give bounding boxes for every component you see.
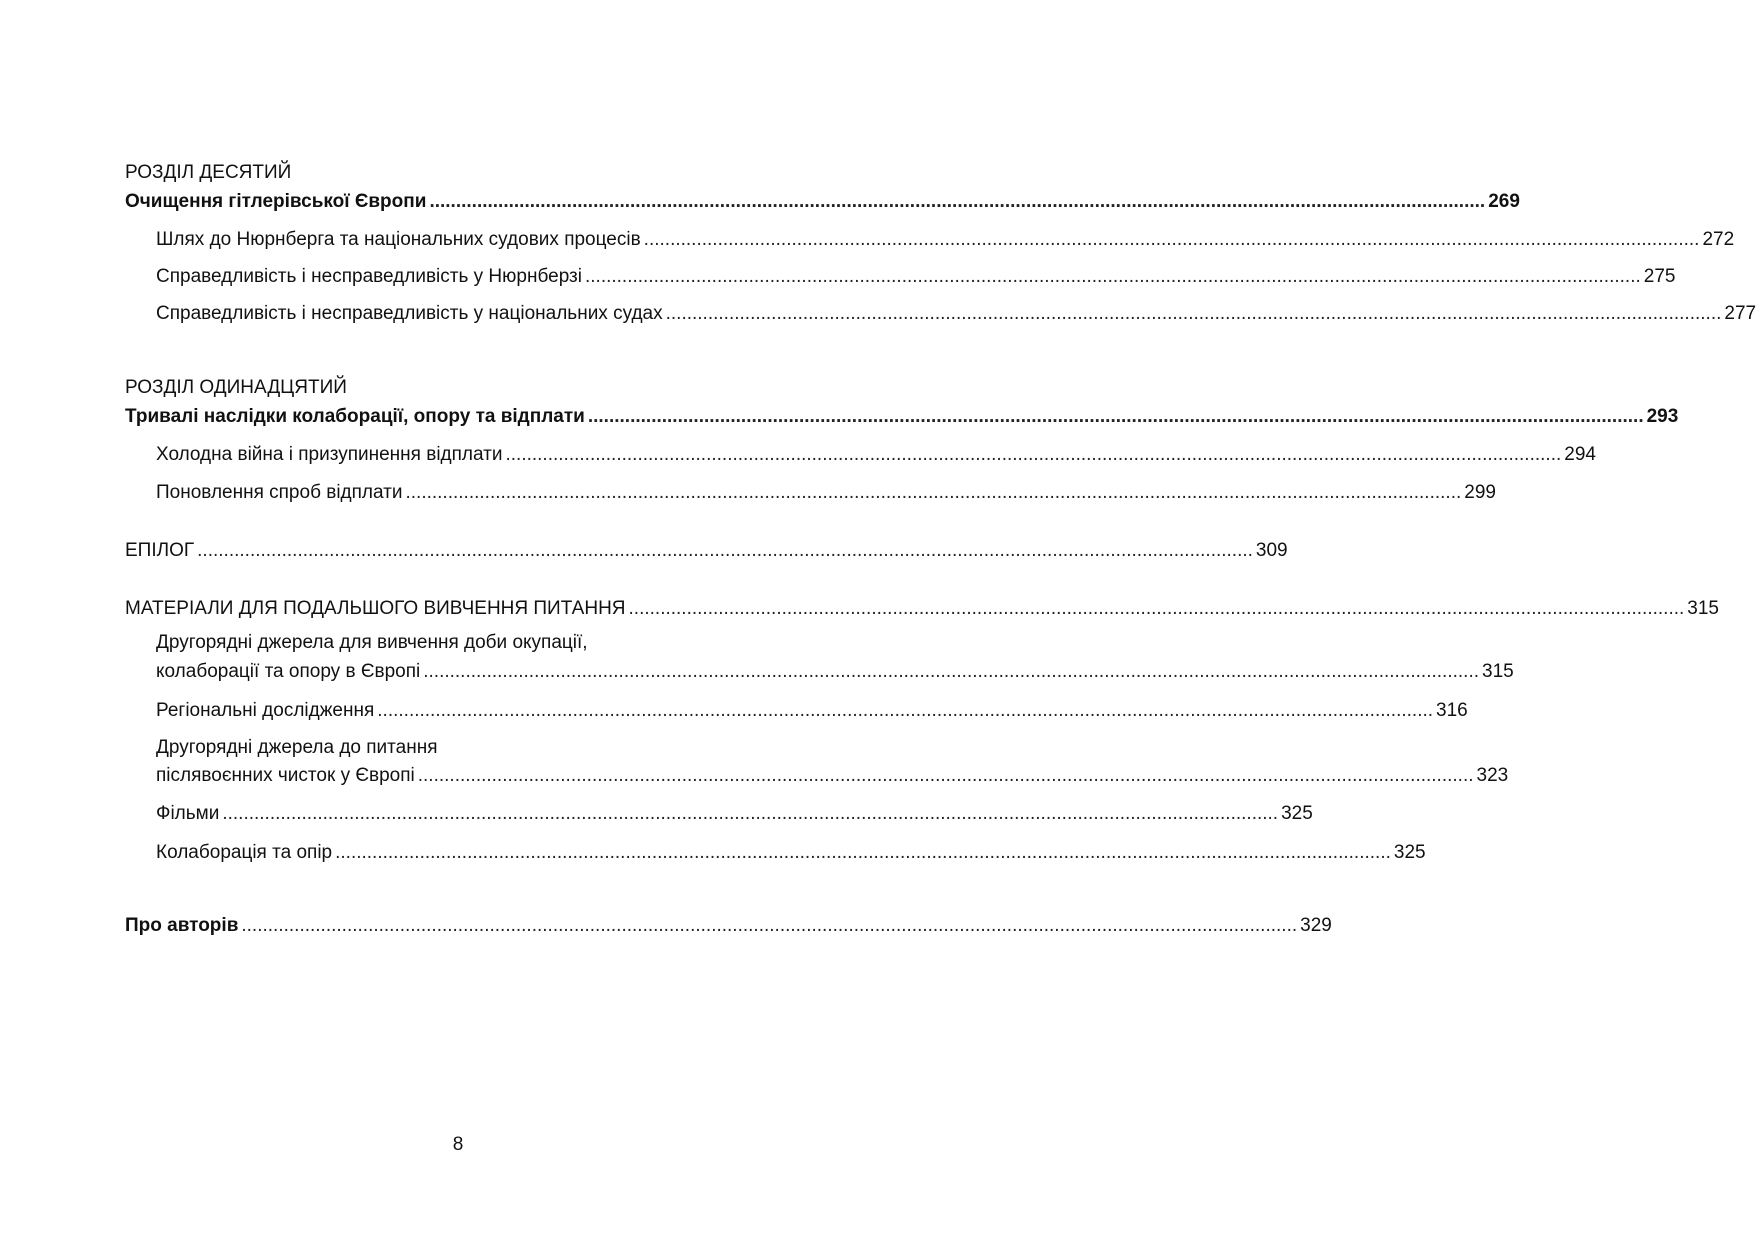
toc-entry-collaboration-resistance[interactable] [156,842,1426,864]
toc-entry-page: 325 [1281,803,1313,824]
toc-entry-page: 272 [1702,229,1735,250]
toc-entry-title: Холодна війна і призупинення відплати [156,444,503,465]
toc-entry-page: 269 [1488,191,1520,212]
toc-entry-page: 315 [1482,661,1514,682]
toc-entry-nuremberg-path[interactable] [156,229,1735,251]
toc-entry-justice-national[interactable] [156,303,1756,325]
toc-entry-secondary-sources[interactable] [156,661,1514,683]
toc-entry-about-authors[interactable] [125,915,1332,937]
dot-leader: ........................................................................................................................................................................................................ [665,303,1722,324]
dot-leader: ........................................................................................................................................................................................................ [241,915,1298,936]
toc-entry-title: Регіональні дослідження [156,700,375,721]
toc-entry-page: 309 [1255,540,1288,561]
toc-entry-page: 293 [1646,406,1679,427]
toc-entry-page: 329 [1300,915,1332,936]
dot-leader: ........................................................................................................................................................................................................ [429,191,1486,212]
toc-entry-chapter-10[interactable] [125,191,1520,213]
dot-leader: ........................................................................................................................................................................................................ [423,661,1479,682]
toc-entry-renewed-retribution[interactable] [156,482,1496,504]
toc-entry-films[interactable] [156,803,1313,825]
toc-entry-justice-nuremberg[interactable] [156,266,1676,288]
toc-entry-page: 275 [1643,266,1676,287]
dot-leader: ........................................................................................................................................................................................................ [587,406,1644,427]
toc-entry-purges-sources[interactable] [156,765,1509,787]
toc-entry-page: 325 [1393,842,1426,863]
dot-leader: ........................................................................................................................................................................................................ [628,598,1685,619]
dot-leader: ........................................................................................................................................................................................................ [335,842,1391,863]
toc-entry-title: Шлях до Нюрнберга та національних судових процесів [156,229,641,250]
toc-entry-title: Очищення гітлерівської Європи [125,191,427,212]
toc-entry-title: післявоєнних чисток у Європі [156,765,415,786]
dot-leader: ........................................................................................................................................................................................................ [584,266,1641,287]
toc-entry-page: 277 [1724,303,1756,324]
toc-entry-cold-war[interactable] [156,444,1596,466]
toc-entry-epilogue[interactable] [125,540,1288,562]
dot-leader: ........................................................................................................................................................................................................ [505,444,1562,465]
toc-entry-title: колаборації та опору в Європі [156,661,421,682]
toc-entry-page: 316 [1436,700,1468,721]
toc-entry-title: Про авторів [125,915,239,936]
chapter-10-label: РОЗДІЛ ДЕСЯТИЙ [125,162,292,183]
toc-entry-page: 299 [1464,482,1496,503]
dot-leader: ........................................................................................................................................................................................................ [377,700,1434,721]
toc-entry-title: Колаборація та опір [156,842,333,863]
dot-leader: ........................................................................................................................................................................................................ [643,229,1700,250]
toc-entry-materials[interactable] [125,598,1719,620]
toc-entry-title: МАТЕРІАЛИ ДЛЯ ПОДАЛЬШОГО ВИВЧЕННЯ ПИТАННЯ [125,598,626,619]
toc-entry-title: Тривалі наслідки колаборації, опору та відплати [125,406,585,427]
dot-leader: ........................................................................................................................................................................................................ [417,765,1474,786]
toc-entry-title: Справедливість і несправедливість у Нюрнберзі [156,266,582,287]
toc-entry-secondary-sources-line1: Другорядні джерела для вивчення доби окупації, [156,632,588,653]
toc-entry-page: 315 [1687,598,1719,619]
toc-entry-title: ЕПІЛОГ [125,540,195,561]
dot-leader: ........................................................................................................................................................................................................ [197,540,1253,561]
toc-entry-title: Поновлення спроб відплати [156,482,403,503]
toc-entry-title: Фільми [156,803,220,824]
dot-leader: ........................................................................................................................................................................................................ [222,803,1279,824]
toc-entry-purges-sources-line1: Другорядні джерела до питання [156,737,438,758]
toc-entry-title: Справедливість і несправедливість у національних судах [156,303,663,324]
toc-entry-regional-studies[interactable] [156,700,1468,722]
page-number: 8 [452,1134,464,1155]
chapter-11-label: РОЗДІЛ ОДИНАДЦЯТИЙ [125,377,347,398]
dot-leader: ........................................................................................................................................................................................................ [405,482,1462,503]
toc-entry-page: 294 [1564,444,1596,465]
toc-entry-page: 323 [1476,765,1509,786]
toc-entry-chapter-11[interactable] [125,406,1679,428]
